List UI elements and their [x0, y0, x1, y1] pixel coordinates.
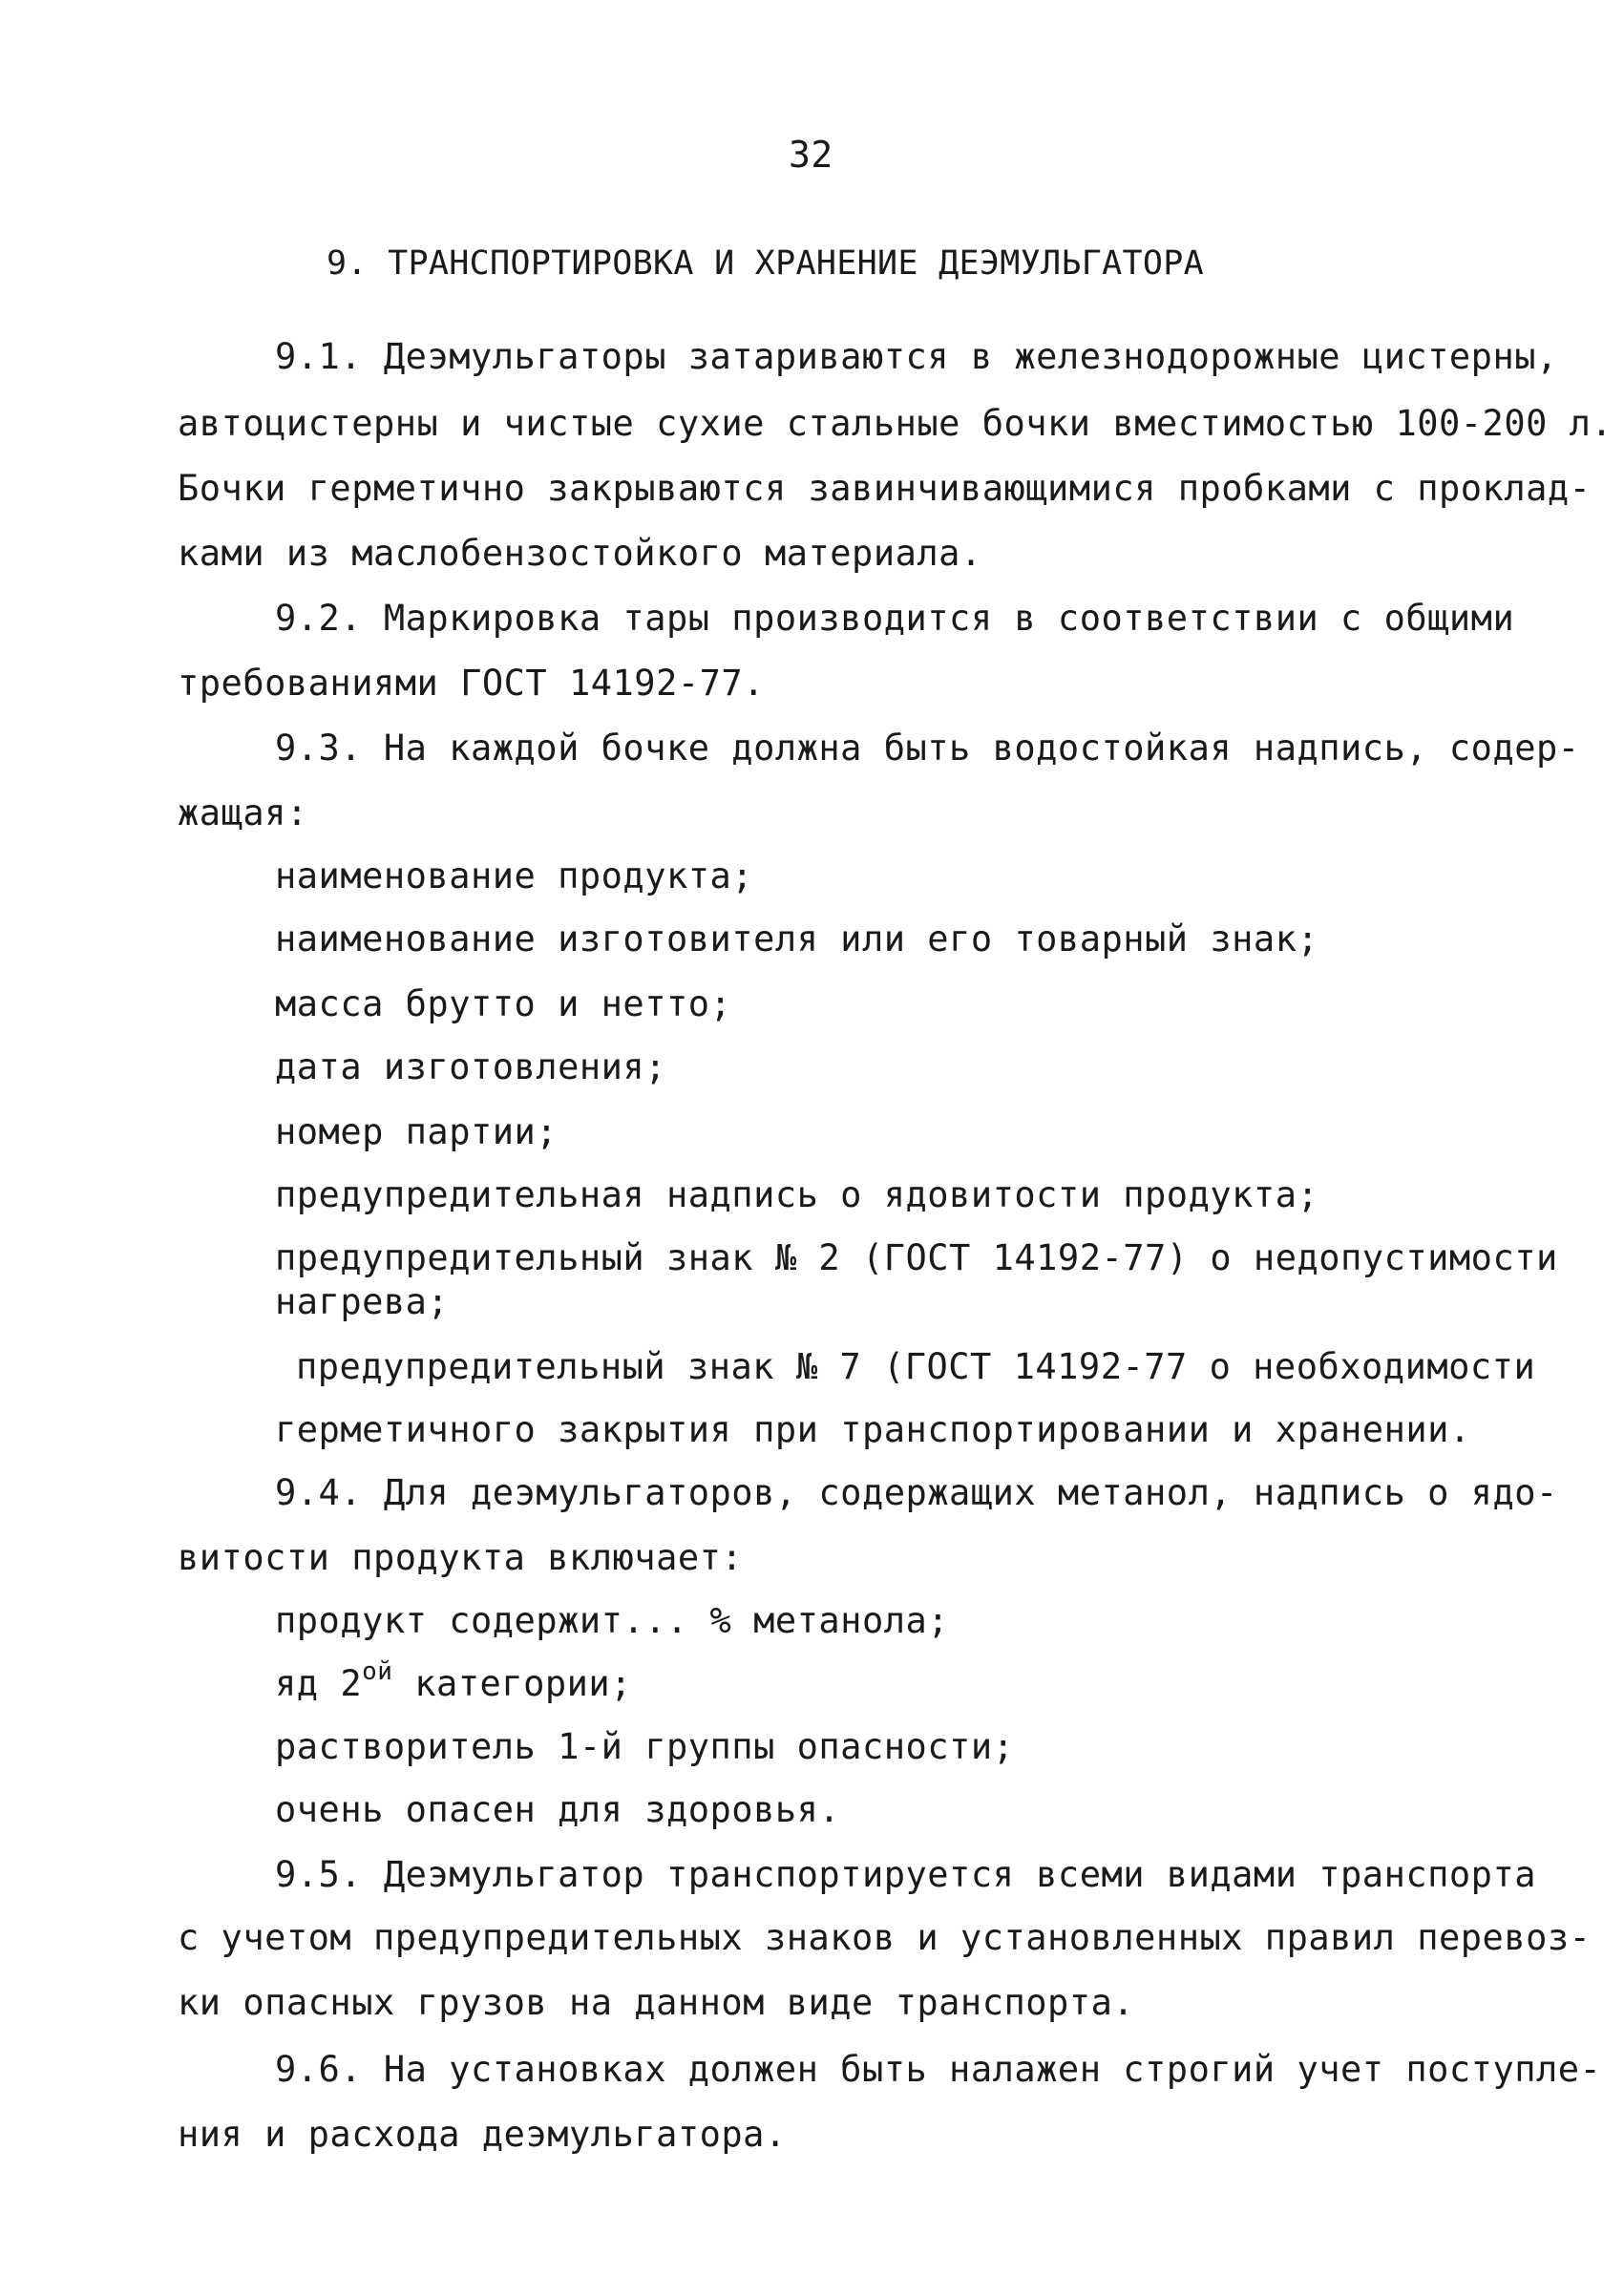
list-item: предупредительная надпись о ядовитости продукта;: [275, 1174, 1319, 1215]
paragraph-9-6-line-1: 9.6. На установках должен быть налажен строгий учет поступле-: [275, 2049, 1602, 2090]
list-item: наименование изготовителя или его товарный знак;: [275, 918, 1319, 959]
paragraph-9-4-line-1: 9.4. Для деэмульгаторов, содержащих метанол, надпись о ядо-: [275, 1472, 1558, 1513]
list-item-continuation: герметичного закрытия при транспортировании и хранении.: [275, 1409, 1471, 1450]
list-item: наименование продукта;: [275, 855, 754, 896]
sub-list-item: очень опасен для здоровья.: [275, 1789, 841, 1830]
page-number: 32: [789, 134, 833, 176]
list-item: предупредительный знак № 7 (ГОСТ 14192-77 о необходимости: [296, 1346, 1536, 1387]
sub-list-item: продукт содержит... % метанола;: [275, 1600, 950, 1641]
sub-list-item: [275, 1656, 632, 1705]
section-title: 9. ТРАНСПОРТИРОВКА И ХРАНЕНИЕ ДЕЭМУЛЬГАТОРА: [327, 244, 1204, 283]
sub-list-item-text: категории;: [392, 1663, 632, 1704]
paragraph-9-5-line-1: 9.5. Деэмульгатор транспортируется всеми видами транспорта: [275, 1854, 1537, 1895]
paragraph-9-1-line-2: автоцистерны и чистые сухие стальные бочки вместимостью 100-200 л.: [178, 403, 1613, 444]
paragraph-9-2-line-1: 9.2. Маркировка тары производится в соответствии с общими: [275, 598, 1515, 639]
paragraph-9-1-line-1: 9.1. Деэмульгаторы затариваются в железнодорожные цистерны,: [275, 336, 1558, 377]
paragraph-9-5-line-2: с учетом предупредительных знаков и установленных правил перевоз-: [178, 1917, 1592, 1958]
list-item: масса брутто и нетто;: [275, 983, 732, 1024]
list-item-continuation: нагрева;: [275, 1281, 450, 1322]
paragraph-9-3-line-2: жащая:: [178, 792, 308, 833]
paragraph-9-4-line-2: витости продукта включает:: [178, 1537, 744, 1578]
paragraph-9-1-line-4: ками из маслобензостойкого материала.: [178, 533, 982, 574]
paragraph-9-3-line-1: 9.3. На каждой бочке должна быть водостойкая надпись, содер-: [275, 727, 1580, 769]
list-item: номер партии;: [275, 1111, 559, 1152]
sub-list-item-text: яд 2: [275, 1663, 363, 1704]
paragraph-9-1-line-3: Бочки герметично закрываются завинчивающимися пробками с проклад-: [178, 468, 1592, 509]
paragraph-9-2-line-2: требованиями ГОСТ 14192-77.: [178, 663, 765, 704]
list-item: дата изготовления;: [275, 1046, 666, 1087]
paragraph-9-5-line-3: ки опасных грузов на данном виде транспорта.: [178, 1982, 1135, 2023]
superscript-text: ой: [362, 1656, 393, 1686]
sub-list-item: растворитель 1-й группы опасности;: [275, 1726, 1015, 1767]
paragraph-9-6-line-2: ния и расхода деэмульгатора.: [178, 2114, 787, 2155]
list-item: предупредительный знак № 2 (ГОСТ 14192-77) о недопустимости: [275, 1237, 1558, 1278]
